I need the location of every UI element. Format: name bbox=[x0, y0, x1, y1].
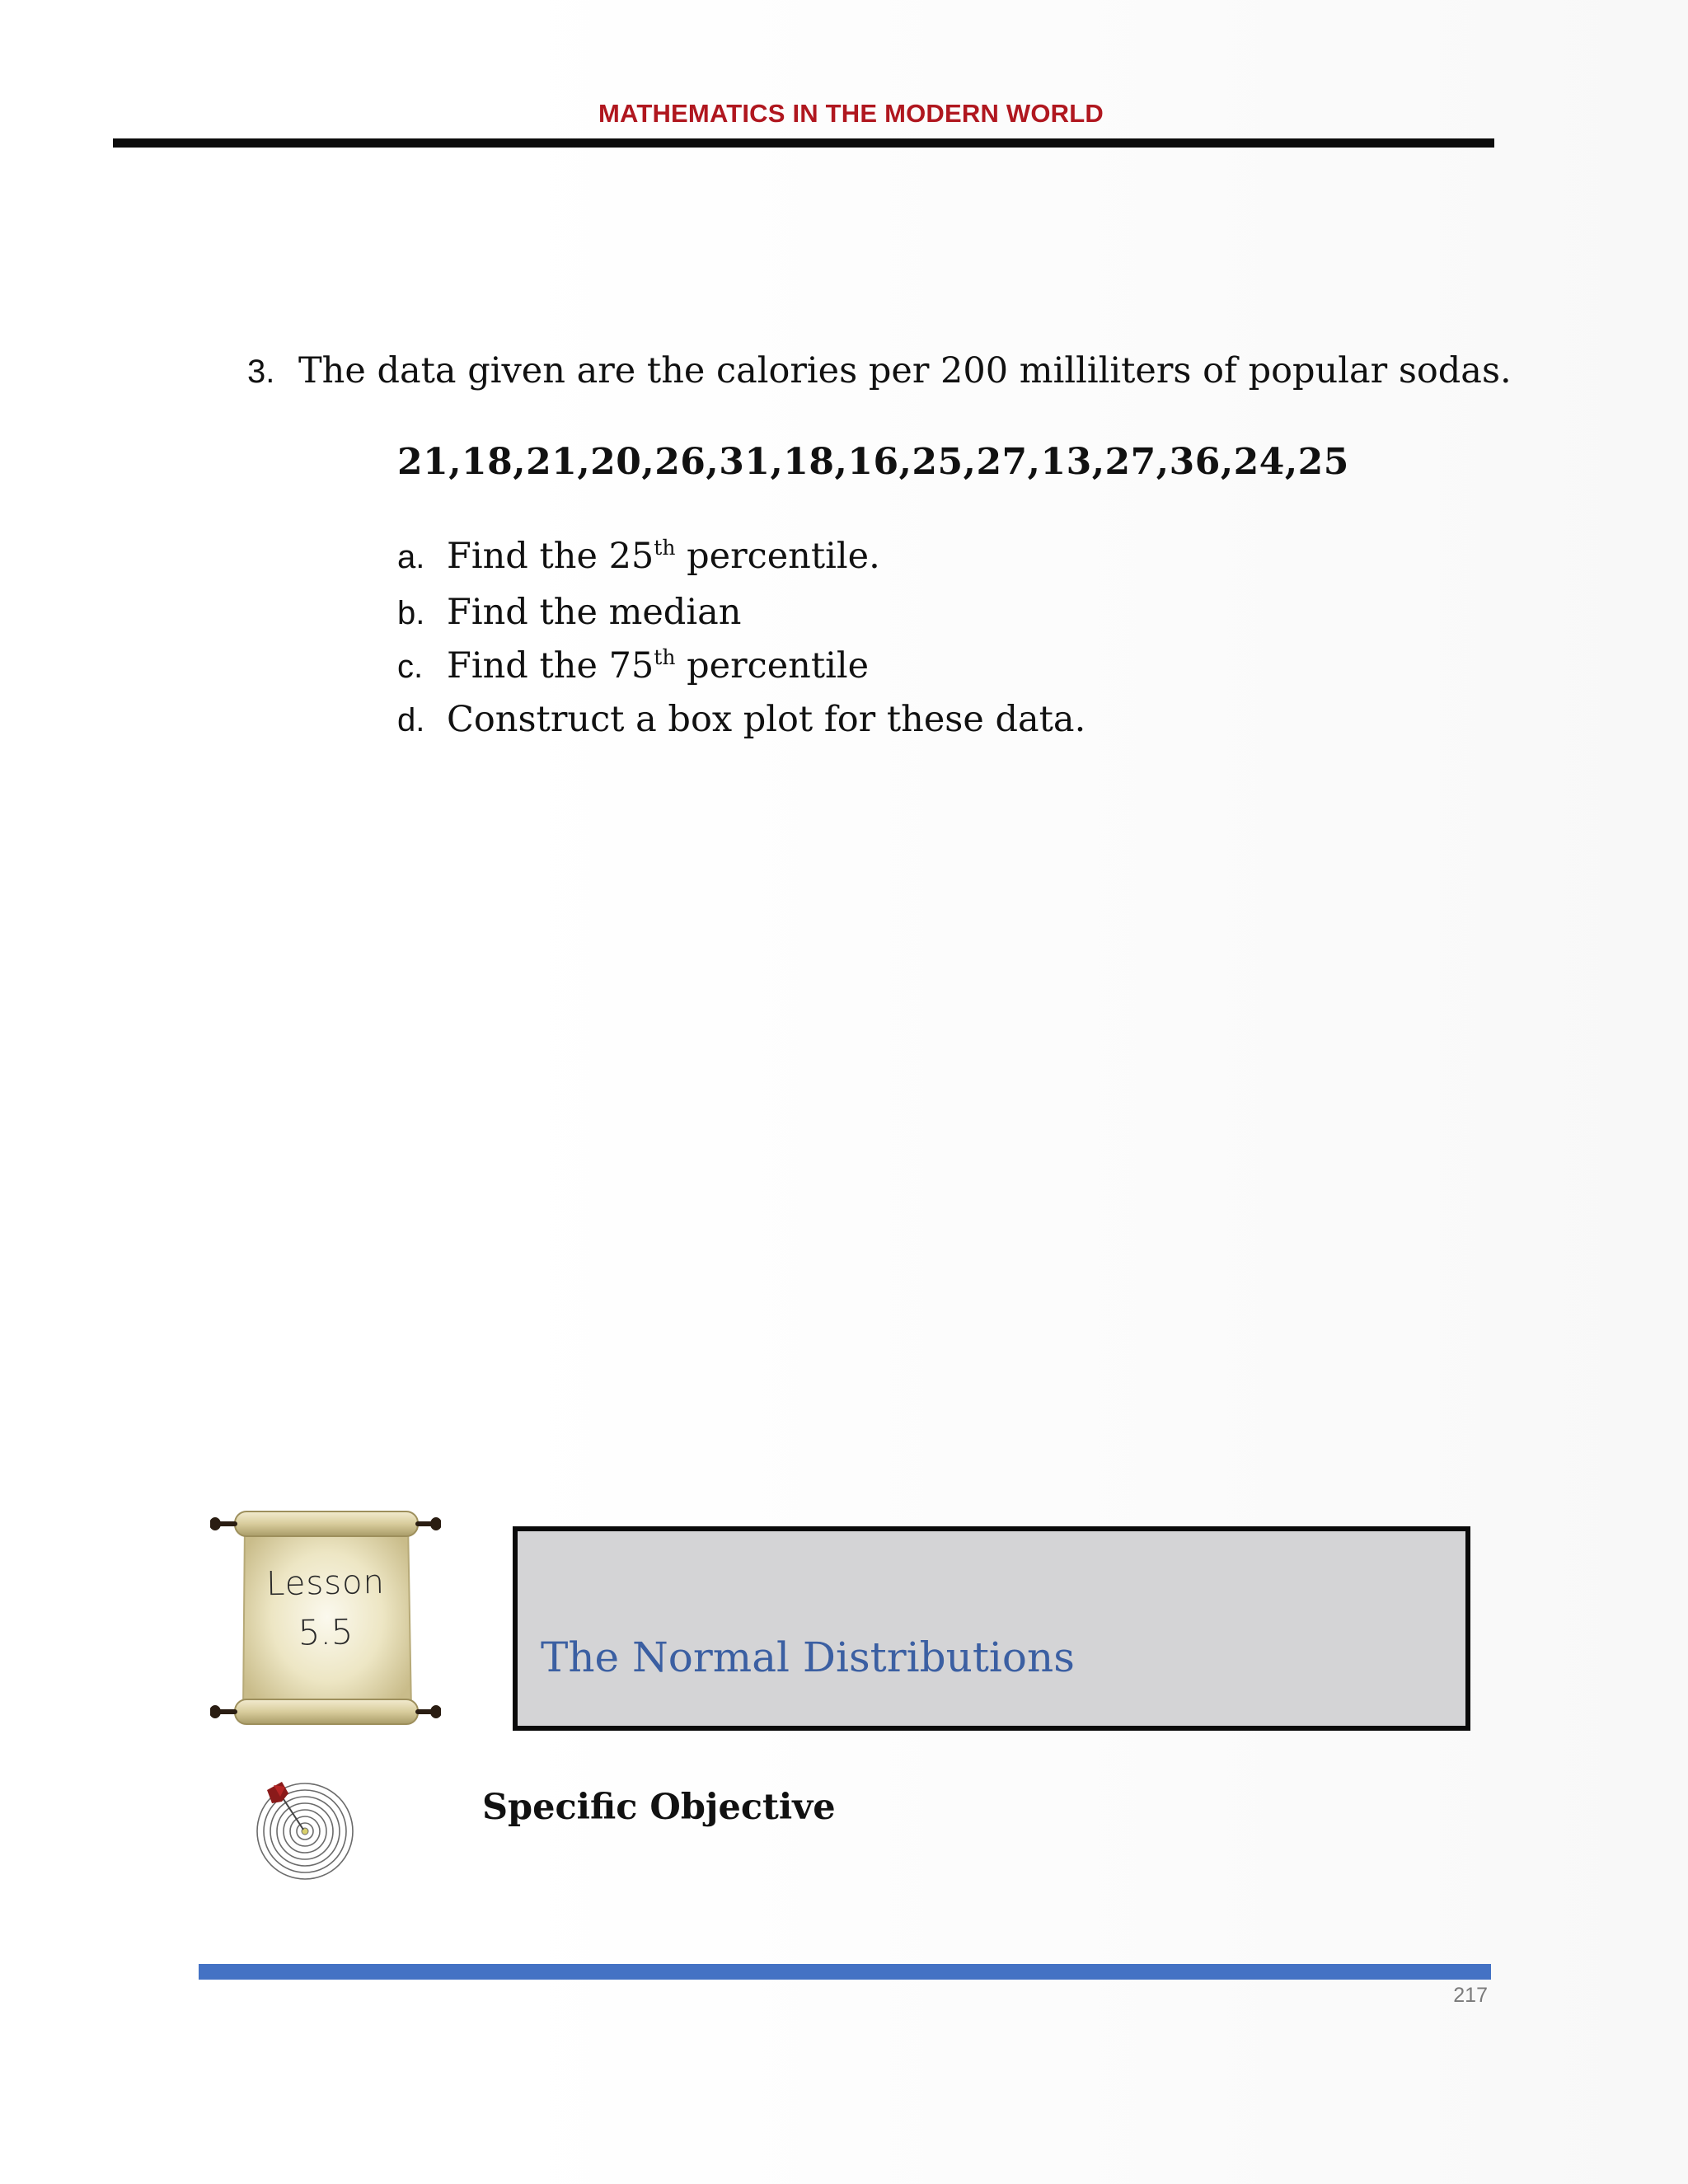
footer-rule bbox=[199, 1964, 1491, 1980]
running-header: MATHEMATICS IN THE MODERN WORLD bbox=[598, 99, 1104, 128]
sub-item-text: Find the median bbox=[447, 592, 742, 633]
sub-item-letter: b. bbox=[397, 595, 425, 631]
sub-item-letter: a. bbox=[397, 539, 425, 575]
question-3 bbox=[247, 350, 1512, 391]
question-number: 3. bbox=[247, 354, 275, 390]
lesson-number: 5.5 bbox=[298, 1611, 354, 1653]
objective-heading: Specific Objective bbox=[482, 1787, 836, 1828]
lesson-title: The Normal Distributions bbox=[541, 1633, 1075, 1681]
sub-item-letter: c. bbox=[397, 649, 424, 685]
lesson-title-box bbox=[513, 1526, 1470, 1731]
sub-item-d bbox=[397, 699, 1085, 740]
sub-item-text: Construct a box plot for these data. bbox=[447, 699, 1086, 740]
superscript: th bbox=[654, 645, 676, 669]
header-rule bbox=[113, 138, 1494, 148]
sub-item-text-after: percentile. bbox=[675, 536, 880, 577]
target-icon bbox=[249, 1772, 364, 1887]
sub-item-a bbox=[397, 536, 880, 577]
superscript: th bbox=[654, 536, 676, 560]
sub-item-letter: d. bbox=[397, 702, 425, 738]
sub-item-c bbox=[397, 645, 869, 687]
lesson-scroll-icon bbox=[210, 1498, 441, 1737]
sub-item-text: Find the 75 bbox=[447, 645, 654, 687]
page-number: 217 bbox=[1453, 1984, 1488, 2007]
question-text: The data given are the calories per 200 milliliters of popular sodas. bbox=[298, 350, 1512, 391]
lesson-label: Lesson bbox=[265, 1563, 386, 1604]
sub-item-b bbox=[397, 592, 741, 633]
sub-item-text: Find the 25 bbox=[447, 536, 654, 577]
data-values: 21,18,21,20,26,31,18,16,25,27,13,27,36,24,25 bbox=[397, 441, 1349, 483]
sub-item-text-after: percentile bbox=[675, 645, 870, 687]
